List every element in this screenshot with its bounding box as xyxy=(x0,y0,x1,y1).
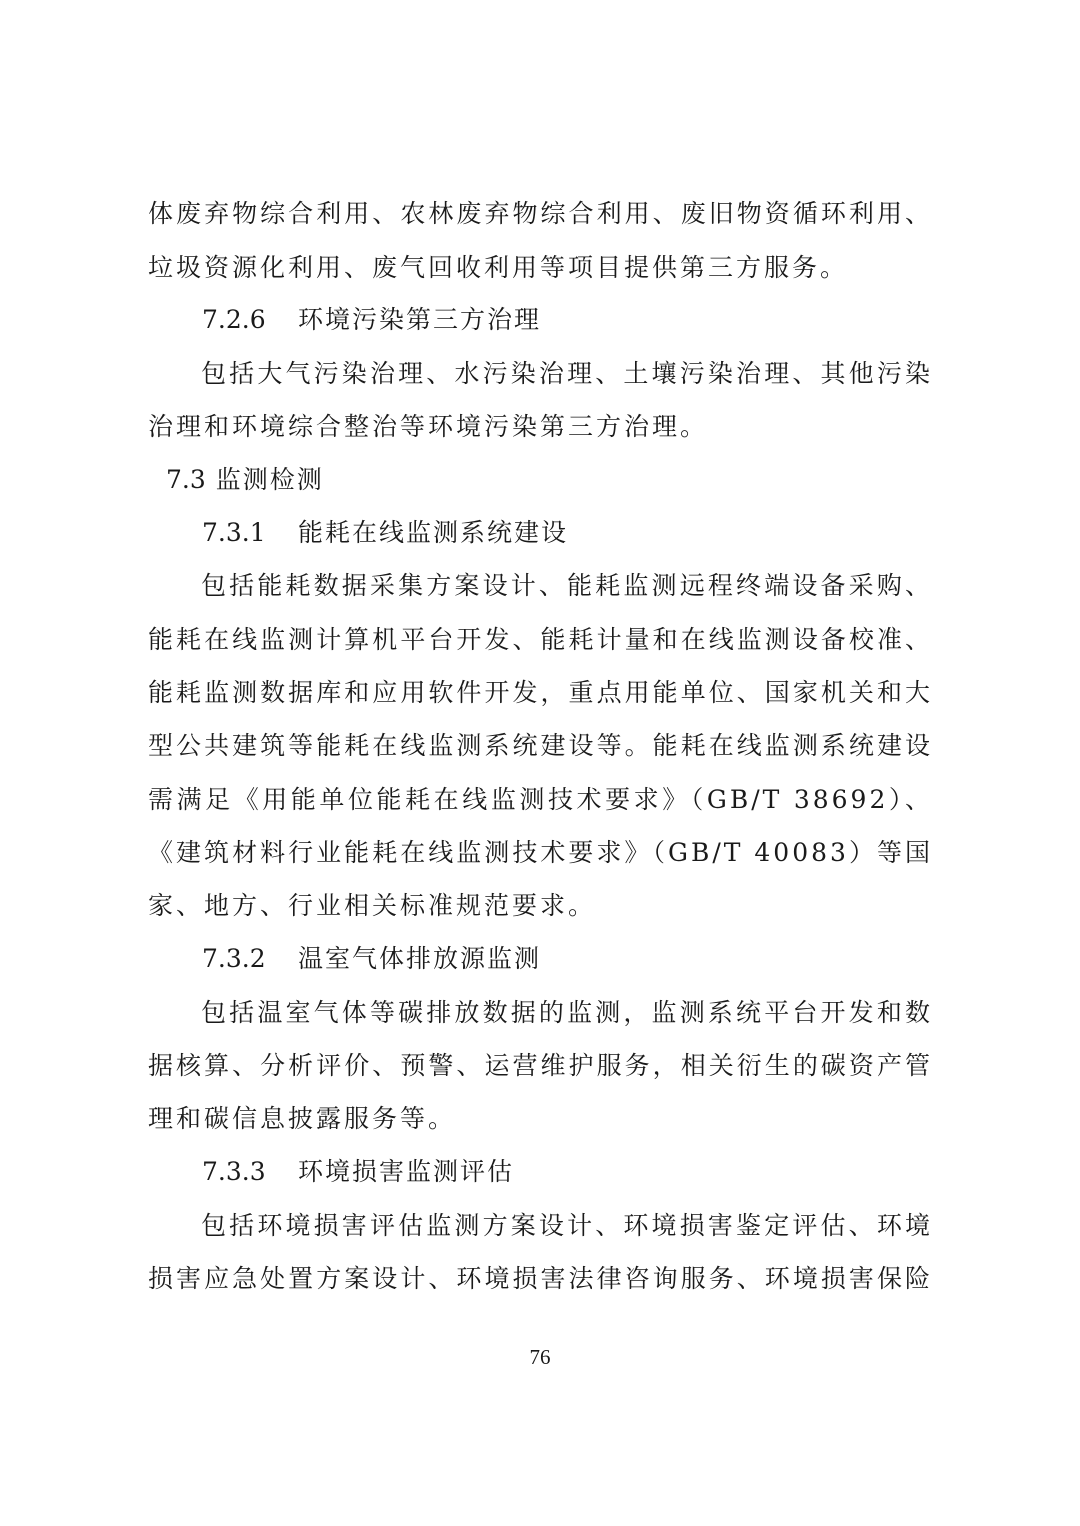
subsection-number: 7.3.3 xyxy=(202,1157,266,1186)
section-title: 监测检测 xyxy=(215,465,324,494)
subsection-number: 7.2.6 xyxy=(202,305,266,334)
subsection-title: 环境损害监测评估 xyxy=(298,1157,515,1186)
body-line: 体废弃物综合利用、农林废弃物综合利用、废旧物资循环利用、 xyxy=(148,199,933,228)
body-line: 包括大气污染治理、水污染治理、土壤污染治理、其他污染 xyxy=(201,359,933,388)
body-line: 治理和环境综合整治等环境污染第三方治理。 xyxy=(148,412,709,441)
subsection-title: 温室气体排放源监测 xyxy=(298,944,542,973)
body-line: 包括环境损害评估监测方案设计、环境损害鉴定评估、环境 xyxy=(201,1211,933,1240)
body-line: 理和碳信息披露服务等。 xyxy=(148,1104,457,1133)
body-line: 包括能耗数据采集方案设计、能耗监测远程终端设备采购、 xyxy=(201,571,933,600)
subsection-number: 7.3.2 xyxy=(202,944,266,973)
body-line: 型公共建筑等能耗在线监测系统建设等。能耗在线监测系统建设 xyxy=(148,731,933,760)
subsection-title: 环境污染第三方治理 xyxy=(298,305,542,334)
subsection-heading-7-3-3 xyxy=(202,1146,514,1198)
subsection-heading-7-3-2 xyxy=(202,933,541,985)
body-line: 需满足《用能单位能耗在线监测技术要求》（GB/T 38692）、 xyxy=(148,785,933,814)
body-line: 据核算、分析评价、预警、运营维护服务，相关衍生的碳资产管 xyxy=(148,1051,933,1080)
subsection-heading-7-2-6 xyxy=(202,294,541,346)
body-line: 包括温室气体等碳排放数据的监测，监测系统平台开发和数 xyxy=(201,998,933,1027)
section-heading-7-3 xyxy=(166,454,324,506)
section-number: 7.3 xyxy=(166,465,206,494)
body-line: 损害应急处置方案设计、环境损害法律咨询服务、环境损害保险 xyxy=(148,1264,933,1293)
body-line: 垃圾资源化利用、废气回收利用等项目提供第三方服务。 xyxy=(148,253,849,282)
subsection-heading-7-3-1 xyxy=(202,507,568,559)
body-line: 家、地方、行业相关标准规范要求。 xyxy=(148,891,597,920)
subsection-title: 能耗在线监测系统建设 xyxy=(298,518,569,547)
body-line: 能耗在线监测计算机平台开发、能耗计量和在线监测设备校准、 xyxy=(148,625,933,654)
subsection-number: 7.3.1 xyxy=(202,518,266,547)
page-number: 76 xyxy=(529,1345,551,1369)
body-line: 《建筑材料行业能耗在线监测技术要求》（GB/T 40083）等国 xyxy=(148,838,933,867)
body-line: 能耗监测数据库和应用软件开发，重点用能单位、国家机关和大 xyxy=(148,678,933,707)
